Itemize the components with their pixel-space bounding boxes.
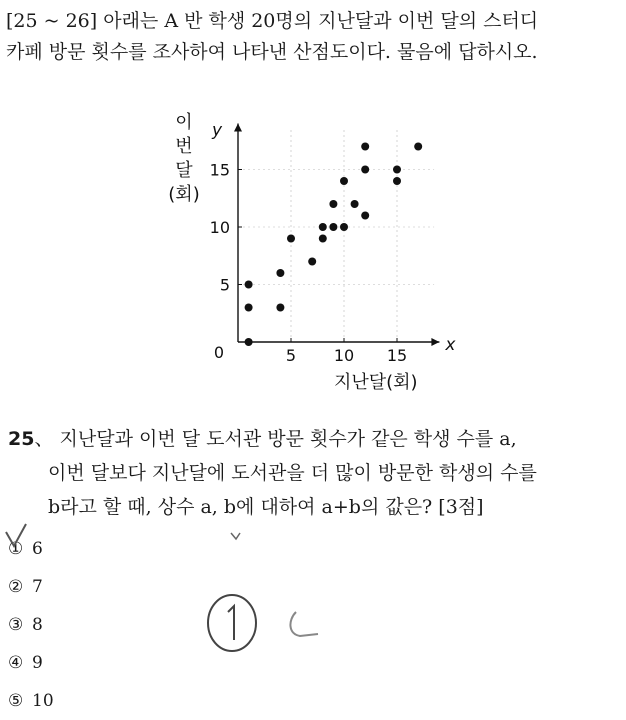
question-line-2: 이번 달보다 지난달에 도서관을 더 많이 방문한 학생의 수를 xyxy=(48,462,537,484)
data-point xyxy=(340,177,348,185)
y-tick-label: 15 xyxy=(209,160,230,180)
data-point xyxy=(361,212,369,220)
handwritten-checkmark xyxy=(0,518,40,558)
question-line-3: b라고 할 때, 상수 a, b에 대하여 a+b의 값은? [3점] xyxy=(48,496,484,518)
data-point xyxy=(319,223,327,231)
question-number: 25 xyxy=(8,428,35,450)
data-point xyxy=(340,223,348,231)
data-point xyxy=(414,143,422,151)
data-point xyxy=(245,281,253,289)
data-point xyxy=(276,304,284,312)
question-number-sep: 、 xyxy=(34,428,54,450)
question-25 xyxy=(8,422,620,524)
answer-choices xyxy=(8,530,54,720)
intro-line-2: 카페 방문 횟수를 조사하여 나타낸 산점도이다. 물음에 답하시오. xyxy=(6,41,538,63)
data-point xyxy=(319,235,327,243)
y-axis-title-part: 이 xyxy=(175,112,193,133)
intro-text xyxy=(6,6,618,68)
choice-value-1: 6 xyxy=(32,539,43,559)
chart-labels xyxy=(168,112,456,393)
x-tick-label: 5 xyxy=(285,346,297,365)
choice-mark-4: ④ xyxy=(8,653,24,673)
intro-line-1: [25 ~ 26] 아래는 A 반 학생 20명의 지난달과 이번 달의 스터디 xyxy=(6,10,539,32)
choice-mark-3: ③ xyxy=(8,615,24,635)
y-axis-title-part: 번 xyxy=(175,136,193,157)
choice-5[interactable] xyxy=(8,682,54,720)
y-variable-label: y xyxy=(212,120,223,141)
question-line-1 xyxy=(8,422,620,456)
data-point xyxy=(361,143,369,151)
choice-value-5: 10 xyxy=(32,691,54,711)
choice-value-4: 9 xyxy=(32,653,43,673)
choice-value-3: 8 xyxy=(32,615,43,635)
y-axis-arrow xyxy=(234,124,242,132)
y-tick-label: 5 xyxy=(219,275,230,295)
y-tick-label: 10 xyxy=(209,218,230,237)
x-variable-label: x xyxy=(445,335,456,355)
y-axis-title-part: (회) xyxy=(168,184,200,205)
handwritten-note xyxy=(200,590,340,660)
x-axis-title: 지난달(회) xyxy=(333,372,418,393)
choice-mark-1: ① xyxy=(8,539,24,559)
data-point xyxy=(351,200,359,208)
x-axis-arrow xyxy=(431,338,439,346)
chart-gridlines xyxy=(238,129,434,342)
data-point xyxy=(393,166,401,174)
data-point xyxy=(361,166,369,174)
x-tick-label: 15 xyxy=(386,346,408,365)
x-tick-label: 10 xyxy=(333,346,355,365)
data-point xyxy=(329,200,337,208)
choice-mark-2: ② xyxy=(8,577,24,597)
origin-label: 0 xyxy=(213,343,224,362)
data-point xyxy=(308,258,316,266)
choice-mark-5: ⑤ xyxy=(8,691,24,711)
handwritten-caret xyxy=(228,530,242,546)
choice-3[interactable] xyxy=(8,606,54,644)
data-point xyxy=(287,235,295,243)
choice-4[interactable] xyxy=(8,644,54,682)
data-point xyxy=(245,304,253,312)
choice-2[interactable] xyxy=(8,568,54,606)
chart-points xyxy=(245,143,423,347)
y-axis-title-part: 달 xyxy=(175,160,193,181)
question-text-1: 지난달과 이번 달 도서관 방문 횟수가 같은 학생 수를 a, xyxy=(59,428,517,450)
data-point xyxy=(329,223,337,231)
data-point xyxy=(245,338,253,346)
chart-axes xyxy=(234,124,439,347)
data-point xyxy=(276,269,284,277)
scatter-plot xyxy=(150,100,460,400)
choice-value-2: 7 xyxy=(32,577,43,597)
data-point xyxy=(393,177,401,185)
